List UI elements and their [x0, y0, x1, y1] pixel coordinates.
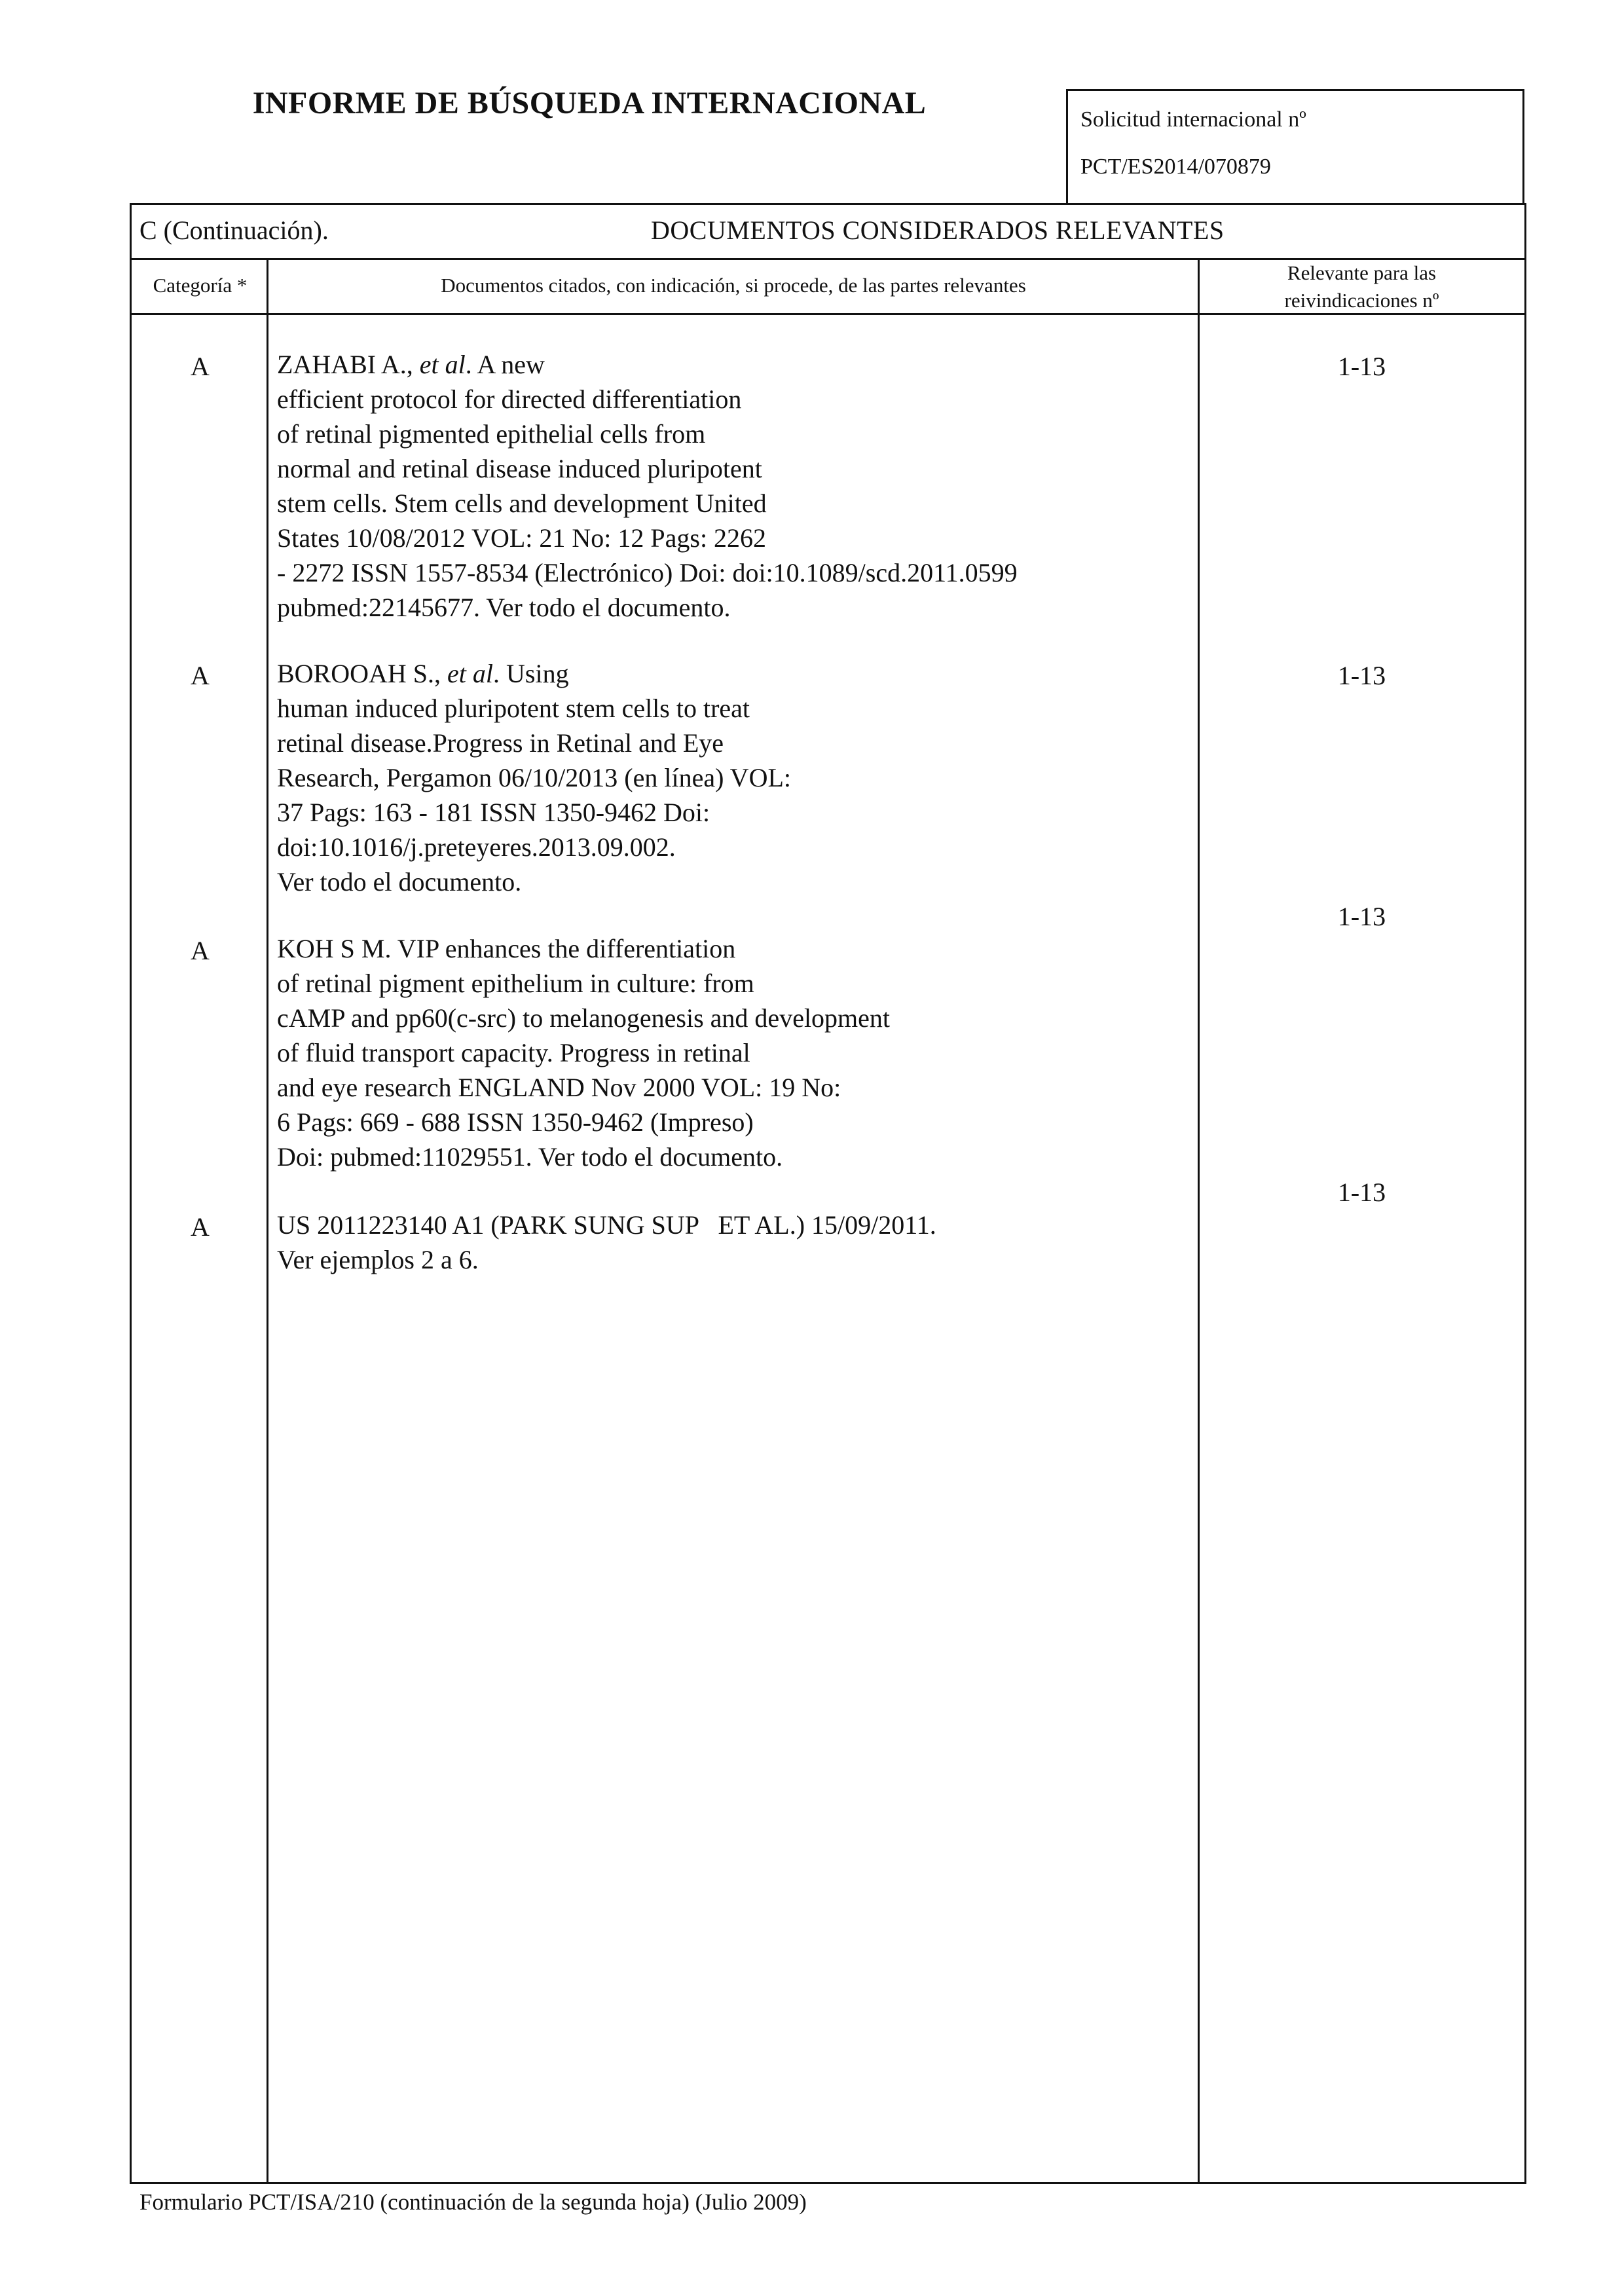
citation-category: A: [191, 1212, 210, 1242]
citation-text: [277, 1208, 1194, 1277]
citation-category: A: [191, 661, 210, 690]
citation-line: KOH S M. VIP enhances the differentiation: [277, 934, 736, 963]
citation-line: [277, 656, 1194, 691]
citation-author: ZAHABI A.,: [277, 350, 420, 379]
citation-relevant-claims: 1-13: [1337, 1177, 1386, 1207]
citation-line: human induced pluripotent stem cells to treat: [277, 694, 750, 723]
citation-line: retinal disease.Progress in Retinal and Eye: [277, 728, 724, 758]
citation-line: Ver todo el documento.: [277, 867, 522, 897]
citation-line: - 2272 ISSN 1557-8534 (Electrónico) Doi: doi:10.1089/scd.2011.0599: [277, 558, 1018, 587]
form-footer: Formulario PCT/ISA/210 (continuación de la segunda hoja) (Julio 2009): [139, 2189, 807, 2215]
citation-category: A: [191, 352, 210, 381]
citation-etal: et al: [419, 350, 466, 379]
column-header-relevant: [1200, 259, 1524, 314]
citation-line: doi:10.1016/j.preteyeres.2013.09.002.: [277, 832, 676, 862]
report-title: INFORME DE BÚSQUEDA INTERNACIONAL: [252, 86, 927, 120]
citation-line: cAMP and pp60(c-src) to melanogenesis and development: [277, 1003, 891, 1033]
citation-text: [277, 656, 1194, 899]
citation-line: 6 Pags: 669 - 688 ISSN 1350-9462 (Impreso): [277, 1107, 754, 1137]
citation-line: US 2011223140 A1 (PARK SUNG SUP ET AL.) 15/09/2011.: [277, 1210, 936, 1240]
citation-line: States 10/08/2012 VOL: 21 No: 12 Pags: 2262: [277, 523, 767, 553]
citation-text: [277, 931, 1194, 1174]
citation-line: 37 Pags: 163 - 181 ISSN 1350-9462 Doi:: [277, 798, 710, 827]
citation-line: Doi: pubmed:11029551. Ver todo el documento.: [277, 1142, 783, 1172]
citation-title-start: . Using: [493, 659, 569, 688]
citation-relevant-claims: 1-13: [1337, 352, 1386, 381]
citation-line: normal and retinal disease induced pluripotent: [277, 454, 762, 483]
citation-relevant-claims: 1-13: [1337, 902, 1386, 931]
citation-etal: et al: [447, 659, 494, 688]
citation-line: Ver ejemplos 2 a 6.: [277, 1245, 479, 1274]
citation-line: pubmed:22145677. Ver todo el documento.: [277, 593, 731, 622]
column-header-documents: Documentos citados, con indicación, si procede, de las partes relevantes: [441, 274, 1026, 297]
column-header-relevant-line: Relevante para las: [1287, 261, 1437, 284]
citation-line: of retinal pigment epithelium in culture: from: [277, 969, 754, 998]
citation-line: efficient protocol for directed differentiation: [277, 384, 742, 414]
citation-title-start: . A new: [465, 350, 545, 379]
continuation-label: C (Continuación).: [139, 215, 329, 245]
application-box: [1066, 89, 1524, 204]
column-header-relevant-line: reivindicaciones nº: [1284, 289, 1439, 312]
citation-relevant-claims: 1-13: [1337, 661, 1386, 690]
application-number: PCT/ES2014/070879: [1080, 155, 1271, 179]
citation-line: [277, 347, 1194, 382]
citation-line: and eye research ENGLAND Nov 2000 VOL: 19 No:: [277, 1073, 841, 1102]
citation-text: [277, 347, 1194, 625]
citation-author: BOROOAH S.,: [277, 659, 448, 688]
citation-line: Research, Pergamon 06/10/2013 (en línea) VOL:: [277, 763, 791, 792]
column-divider: [1198, 258, 1200, 2184]
section-title: DOCUMENTOS CONSIDERADOS RELEVANTES: [651, 215, 1225, 245]
citation-line: of fluid transport capacity. Progress in retinal: [277, 1038, 750, 1067]
citation-line: stem cells. Stem cells and development United: [277, 489, 767, 518]
citation-line: of retinal pigmented epithelial cells from: [277, 419, 706, 449]
column-header-category: Categoría *: [153, 274, 248, 297]
citation-category: A: [191, 936, 210, 965]
application-label: Solicitud internacional nº: [1080, 107, 1306, 132]
